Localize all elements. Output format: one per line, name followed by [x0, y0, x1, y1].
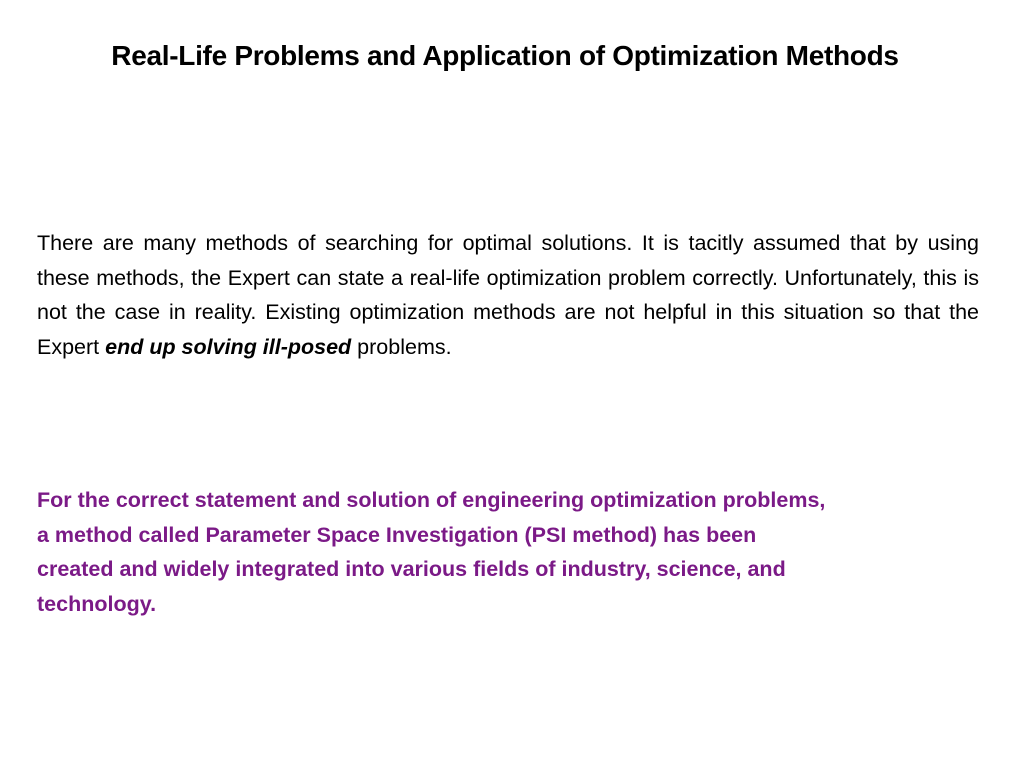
- body-paragraph: [37, 226, 979, 364]
- highlight-line: technology.: [37, 591, 157, 616]
- highlight-line: created and widely integrated into various fields of industry, science, and: [37, 557, 786, 581]
- highlight-line: For the correct statement and solution of engineering optimization problems,: [37, 488, 826, 512]
- paragraph-text-after: problems.: [351, 334, 452, 359]
- highlight-line: a method called Parameter Space Investigation (PSI method) has been: [37, 522, 757, 547]
- paragraph-text-before: There are many methods of searching for optimal solutions. It is tacitly assumed that by using these methods, the Expert can state a real-life optimization problem correctly. Unfortunately, this is not the case in reality. Existing optimization methods are not helpful in this situation so that the Expert: [37, 231, 979, 359]
- highlight-paragraph: [37, 483, 967, 621]
- paragraph-emphasis: end up solving ill-posed: [105, 334, 352, 359]
- slide-title: Real-Life Problems and Application of Optimization Methods: [111, 40, 899, 71]
